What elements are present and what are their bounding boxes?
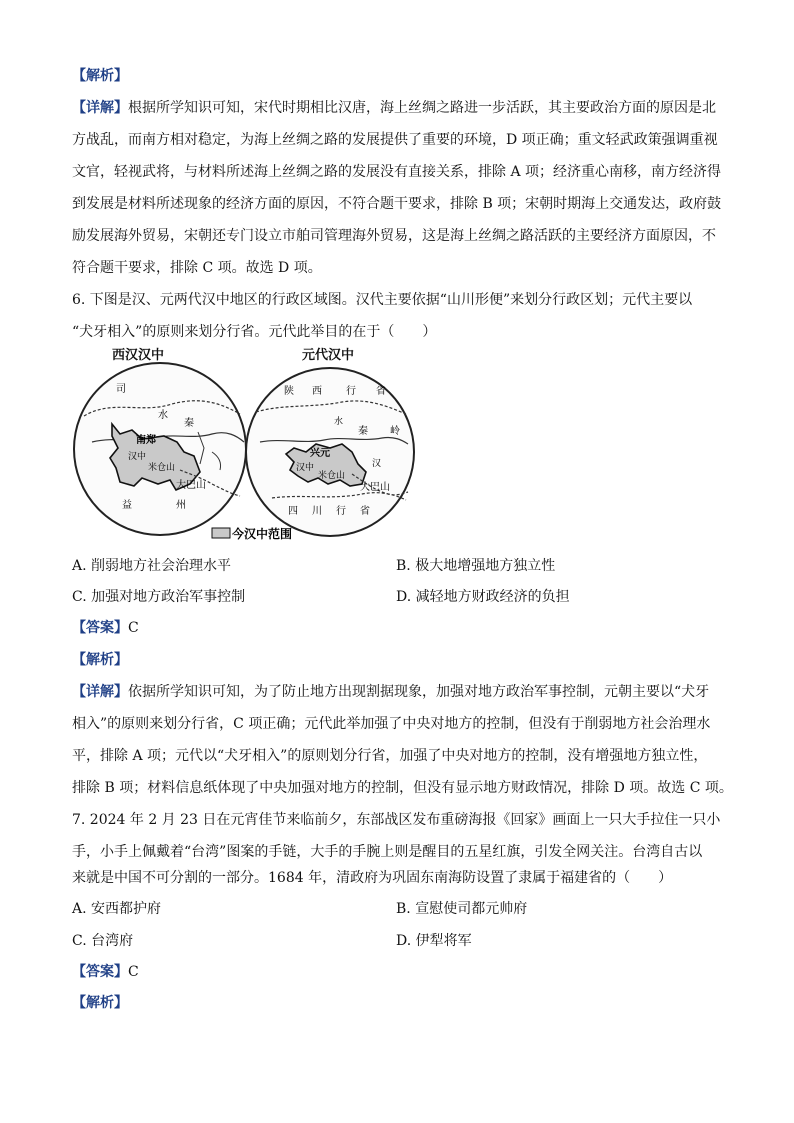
map-label-nanzheng: 南郑: [136, 435, 156, 446]
option-c[interactable]: C. 加强对地方政治军事控制: [72, 589, 246, 605]
map-label: 益: [122, 500, 132, 511]
map-label-hanzhong: 汉中: [296, 463, 315, 473]
map-label: 大巴山: [176, 480, 206, 491]
detail-tag: 【详解】: [72, 684, 128, 700]
option-b[interactable]: B. 宣慰使司都元帅府: [396, 901, 528, 917]
map-label-hanzhong: 汉中: [128, 452, 147, 462]
map-label: 岭: [390, 426, 400, 437]
option-a[interactable]: A. 削弱地方社会治理水平: [72, 558, 232, 574]
map-label: 水: [334, 417, 344, 427]
map-title-western-han: 西汉汉中: [112, 348, 165, 363]
map-title-yuan: 元代汉中: [302, 348, 355, 363]
map-label: 秦: [184, 418, 194, 429]
map-label: 陕: [284, 386, 294, 397]
analysis-header: 【解析】: [72, 995, 128, 1011]
map-label: 行: [336, 506, 346, 517]
option-d[interactable]: D. 伊犁将军: [396, 933, 472, 949]
map-label: 西: [312, 386, 322, 397]
map-label: 川: [312, 506, 322, 517]
answer-tag: 【答案】: [72, 620, 128, 636]
option-a[interactable]: A. 安西都护府: [72, 901, 162, 917]
answer-tag: 【答案】: [72, 964, 128, 980]
question-7-stem: 手，小手上佩戴着“台湾”图案的手链，大手的手腕上则是醒目的五星红旗，引发全网关注。台湾自古以: [72, 844, 703, 860]
question-6-stem: 6. 下图是汉、元两代汉中地区的行政区域图。汉代主要依据“山川形便”来划分行政区划；元代主要以: [72, 292, 693, 308]
answer-value: C: [128, 620, 139, 636]
map-label: 省: [376, 386, 386, 397]
detail-paragraph-line: 排除 B 项；材料信息纸体现了中央加强对地方的控制，但没有显示地方财政情况，排除 D 项。故选 C 项。: [72, 780, 733, 796]
detail-paragraph-line: 到发展是材料所述现象的经济方面的原因，不符合题干要求，排除 B 项；宋朝时期海上交通发达，政府鼓: [72, 196, 722, 212]
option-d[interactable]: D. 减轻地方财政经济的负担: [396, 589, 570, 605]
map-label: 水: [158, 410, 168, 421]
text-line: 依据所学知识可知，为了防止地方出现割据现象，加强对地方政治军事控制，元朝主要以“犬牙: [128, 684, 710, 700]
map-label: 州: [176, 500, 186, 511]
map-label: 四: [288, 506, 298, 517]
detail-paragraph-line: 方战乱，而南方相对稳定，为海上丝绸之路的发展提供了重要的环境，D 项正确；重文轻武政策强调重视: [72, 132, 718, 148]
answer-line: [72, 963, 139, 981]
map-label: 行: [346, 386, 356, 397]
option-b[interactable]: B. 极大地增强地方独立性: [396, 558, 556, 574]
yuan-map: [246, 368, 414, 536]
analysis-header: 【解析】: [72, 652, 128, 668]
legend-label: 今汉中范围: [232, 527, 293, 541]
detail-paragraph-line: 文官，轻视武将，与材料所述海上丝绸之路的发展没有直接关系，排除 A 项；经济重心南移，南方经济得: [72, 164, 722, 180]
maps-svg: [72, 344, 422, 544]
map-label: 米仓山: [318, 471, 346, 481]
question-6-stem: “犬牙相入”的原则来划分行省。元代此举目的在于（ ）: [72, 324, 437, 340]
hanzhong-maps-figure: [72, 344, 422, 544]
detail-tag: 【详解】: [72, 100, 128, 116]
option-c[interactable]: C. 台湾府: [72, 933, 134, 949]
detail-paragraph-line: 相入”的原则来划分行省，C 项正确；元代此举加强了中央对地方的控制，但没有于削弱地方社会治理水: [72, 716, 711, 732]
question-7-stem: 来就是中国不可分割的一部分。1684 年，清政府为巩固东南海防设置了隶属于福建省的（ ）: [72, 870, 673, 886]
detail-paragraph-line: [72, 683, 709, 701]
detail-paragraph-line: 励发展海外贸易，宋朝还专门设立市舶司管理海外贸易，这是海上丝绸之路活跃的主要经济方面原因，不: [72, 228, 716, 244]
detail-paragraph-line: 平，排除 A 项；元代以“犬牙相入”的原则划分行省，加强了中央对地方的控制，没有增强地方独立性，: [72, 748, 708, 764]
map-label: 省: [360, 506, 370, 517]
analysis-header: 【解析】: [72, 68, 128, 84]
detail-paragraph-line: 符合题干要求，排除 C 项。故选 D 项。: [72, 260, 322, 276]
map-label: 秦: [358, 426, 368, 437]
map-label-xingyuan: 兴元: [310, 448, 330, 459]
map-legend: [212, 526, 292, 541]
western-han-map: [74, 363, 246, 535]
answer-line: [72, 619, 139, 637]
map-label: 米仓山: [148, 463, 176, 473]
question-7-stem: 7. 2024 年 2 月 23 日在元宵佳节来临前夕，东部战区发布重磅海报《回家》画面上一只大手拉住一只小: [72, 812, 721, 828]
answer-value: C: [128, 964, 139, 980]
map-label: 大巴山: [360, 482, 390, 493]
map-label: 汉: [372, 459, 382, 469]
map-label: 司: [116, 384, 126, 395]
text-line: 根据所学知识可知，宋代时期相比汉唐，海上丝绸之路进一步活跃，其主要政治方面的原因是北: [128, 100, 716, 116]
detail-paragraph-line: [72, 99, 716, 117]
